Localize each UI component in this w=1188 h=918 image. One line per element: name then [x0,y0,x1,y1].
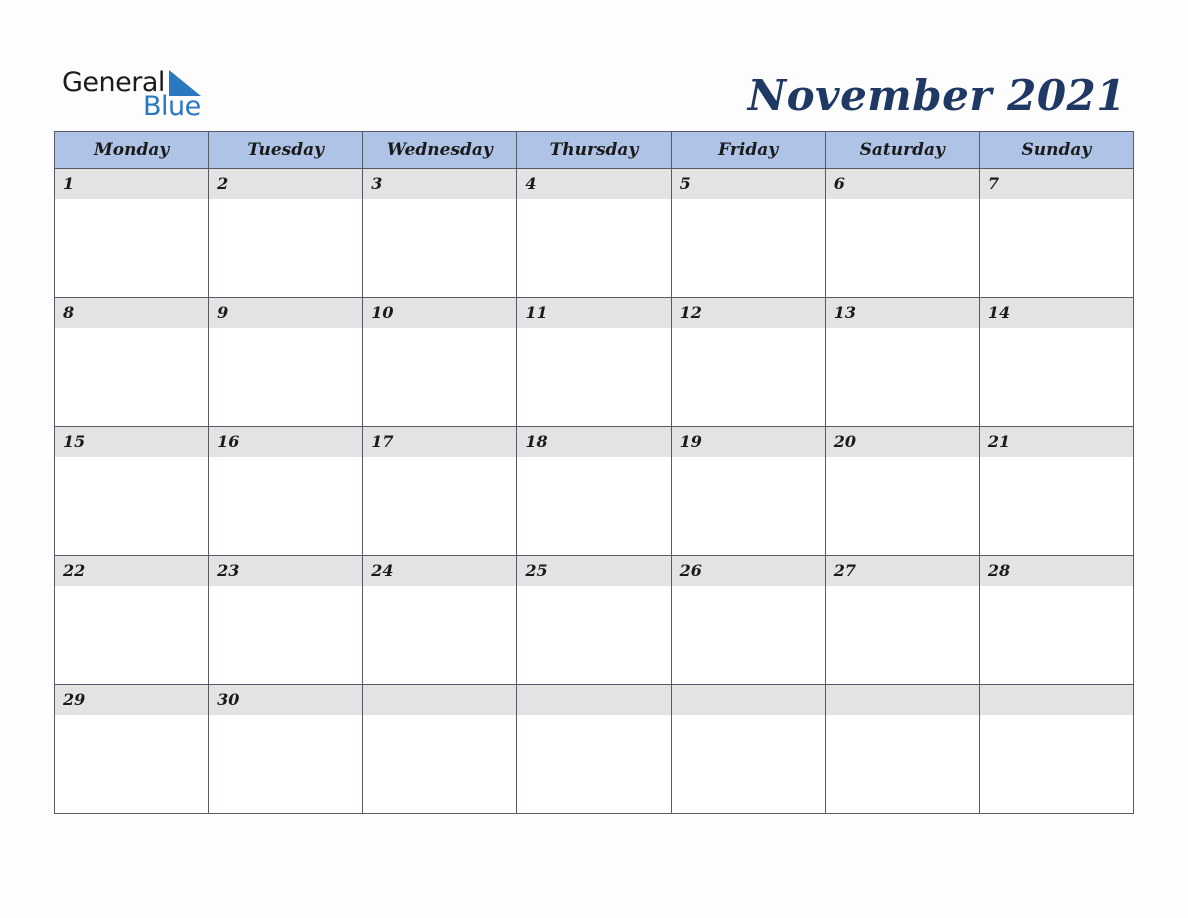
day-cell[interactable] [517,556,671,685]
week-row [55,169,1134,298]
day-band [55,556,208,586]
day-number: 4 [525,174,537,193]
day-cell[interactable] [979,169,1133,298]
day-band [209,556,362,586]
day-cell[interactable] [517,427,671,556]
day-cell[interactable] [517,298,671,427]
day-band [672,298,825,328]
day-cell-empty [517,685,671,814]
day-cell[interactable] [209,685,363,814]
weekday-header: Thursday [517,132,671,169]
day-band [672,556,825,586]
day-number: 23 [217,561,240,580]
day-band [363,298,516,328]
day-number: 2 [217,174,229,193]
week-row [55,427,1134,556]
day-cell[interactable] [825,169,979,298]
day-cell[interactable] [209,427,363,556]
day-band [209,427,362,457]
day-cell[interactable] [363,427,517,556]
day-number: 19 [679,432,702,451]
day-band [980,685,1133,715]
day-cell[interactable] [363,169,517,298]
weekday-header: Tuesday [209,132,363,169]
day-cell[interactable] [979,556,1133,685]
day-band [363,427,516,457]
day-cell[interactable] [209,298,363,427]
day-band [209,298,362,328]
day-cell[interactable] [825,298,979,427]
day-number: 20 [833,432,856,451]
day-cell[interactable] [979,427,1133,556]
day-cell[interactable] [825,427,979,556]
day-band [209,169,362,199]
day-number: 29 [63,690,86,709]
day-number: 9 [217,303,229,322]
day-cell-empty [979,685,1133,814]
day-number: 5 [679,174,691,193]
day-cell[interactable] [55,169,209,298]
day-number: 21 [987,432,1011,451]
day-cell[interactable] [209,169,363,298]
day-number: 6 [833,174,845,193]
day-cell[interactable] [55,298,209,427]
day-band [672,427,825,457]
day-cell[interactable] [671,427,825,556]
weekday-header: Wednesday [363,132,517,169]
day-cell[interactable] [55,556,209,685]
day-number: 24 [371,561,394,580]
weekday-header-row [55,132,1134,169]
day-number: 16 [217,432,240,451]
day-number: 10 [371,303,394,322]
day-band [517,298,670,328]
day-band [826,169,979,199]
day-band [672,685,825,715]
day-number: 17 [371,432,394,451]
weekday-header: Saturday [825,132,979,169]
day-band [517,427,670,457]
day-number: 13 [833,303,856,322]
day-number: 11 [525,303,548,322]
day-cell[interactable] [517,169,671,298]
day-band [55,169,208,199]
day-number: 8 [63,303,75,322]
day-cell-empty [671,685,825,814]
day-cell[interactable] [671,556,825,685]
day-band [517,556,670,586]
day-band [209,685,362,715]
day-band [517,685,670,715]
day-band [363,685,516,715]
day-band [363,556,516,586]
day-cell[interactable] [55,685,209,814]
day-cell[interactable] [363,556,517,685]
month-title: November 2021 [747,71,1126,120]
day-number: 30 [217,690,240,709]
week-row [55,298,1134,427]
day-band [55,298,208,328]
weekday-header: Monday [55,132,209,169]
week-row [55,556,1134,685]
calendar-grid [54,131,1134,814]
day-band [980,427,1133,457]
day-number: 28 [987,561,1011,580]
day-cell[interactable] [825,556,979,685]
day-number: 27 [833,561,856,580]
weekday-header: Sunday [979,132,1133,169]
day-cell[interactable] [671,298,825,427]
day-number: 18 [525,432,548,451]
day-cell-empty [825,685,979,814]
week-row [55,685,1134,814]
day-cell[interactable] [209,556,363,685]
day-number: 22 [63,561,86,580]
day-band [826,556,979,586]
day-number: 15 [63,432,86,451]
day-band [363,169,516,199]
day-cell-empty [363,685,517,814]
day-cell[interactable] [55,427,209,556]
day-cell[interactable] [671,169,825,298]
logo-text-general: General [62,67,165,98]
day-cell[interactable] [979,298,1133,427]
day-number: 26 [679,561,702,580]
day-number: 7 [987,174,999,193]
day-band [980,556,1133,586]
day-band [55,427,208,457]
day-number: 3 [371,174,383,193]
weekday-header: Friday [671,132,825,169]
day-band [826,427,979,457]
day-band [980,298,1133,328]
day-band [517,169,670,199]
day-number: 14 [987,303,1011,322]
day-band [980,169,1133,199]
day-number: 12 [679,303,702,322]
day-band [672,169,825,199]
day-band [826,685,979,715]
day-number: 1 [63,174,75,193]
brand-logo [62,66,212,124]
logo-text-blue: Blue [143,91,201,122]
day-band [55,685,208,715]
day-band [826,298,979,328]
day-number: 25 [525,561,548,580]
day-cell[interactable] [363,298,517,427]
